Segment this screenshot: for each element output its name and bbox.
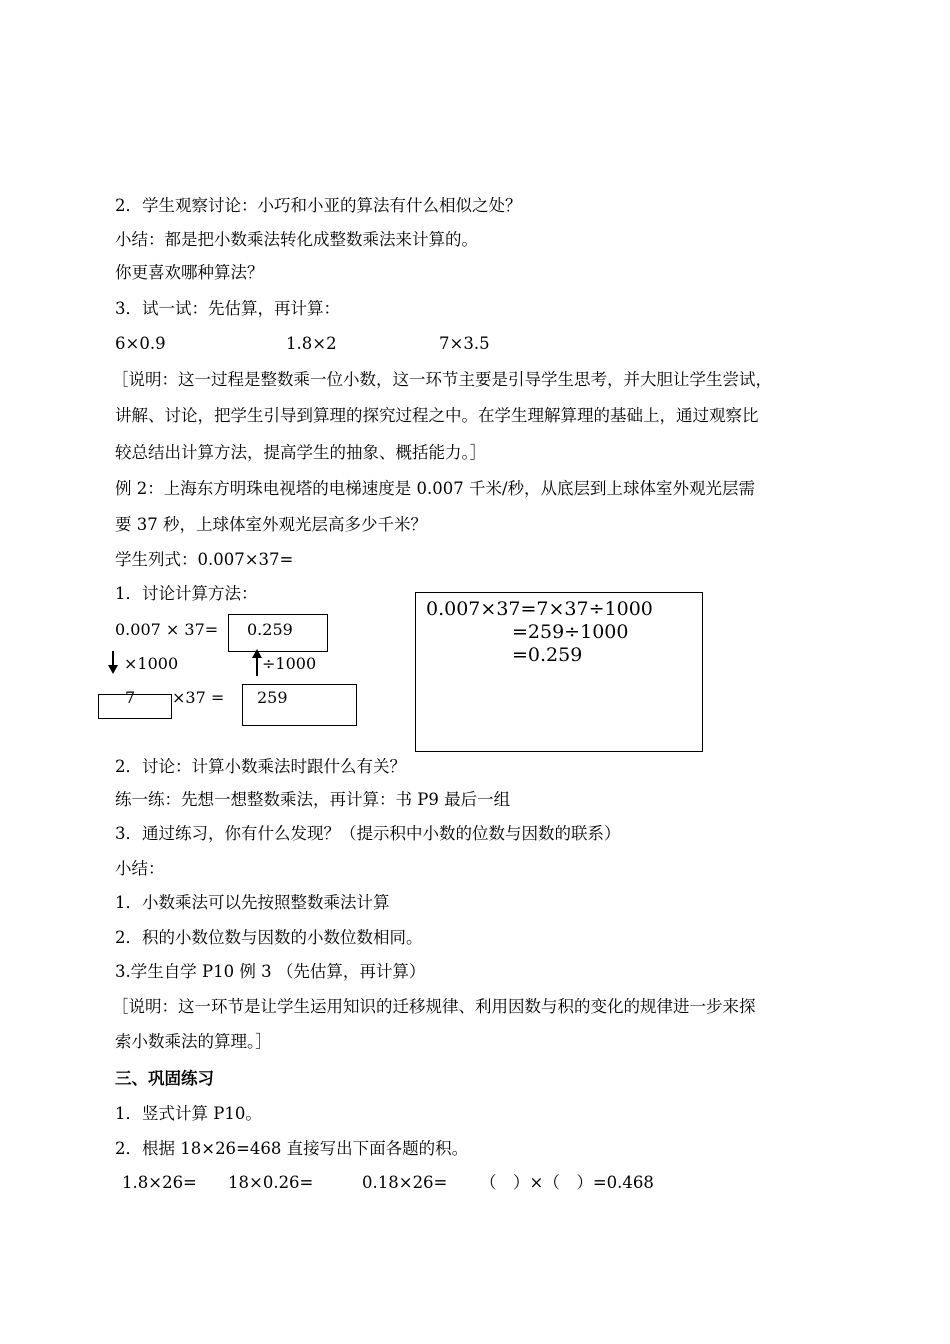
exercise-item: （ ）×（ ）=0.468 [480,1173,654,1192]
note-line: 较总结出计算方法，提高学生的抽象、概括能力。］ [115,443,487,462]
integer-factor: 7 [125,688,136,707]
text-line: 1．讨论计算方法： [115,584,258,603]
example-line: 例 2：上海东方明珠电视塔的电梯速度是 0.007 千米/秒，从底层到上球体室外观光层需 [115,479,756,498]
multiply-1000-label: ×1000 [124,654,179,673]
section-heading: 三、巩固练习 [115,1069,214,1088]
text-line: 你更喜欢哪种算法？ [115,263,264,282]
text-line: 1．竖式计算 P10。 [115,1104,262,1123]
note-line: ［说明：这一环节是让学生运用知识的迁移规律、利用因数与积的变化的规律进一步来探 [112,997,756,1016]
expression-3: 7×3.5 [439,334,490,353]
expression-2: 1.8×2 [286,334,337,353]
calculation-line: 0.007×37=7×37÷1000 [426,598,653,620]
expression-1: 6×0.9 [115,334,166,353]
text-line: 学生列式：0.007×37= [115,550,294,569]
example-line: 要 37 秒，上球体室外观光层高多少千米？ [115,515,427,534]
exercise-item: 0.18×26= [362,1173,448,1192]
text-line: 2．根据 18×26=468 直接写出下面各题的积。 [115,1139,469,1158]
result-integer: 259 [257,688,288,707]
text-line: 2．学生观察讨论：小巧和小亚的算法有什么相似之处？ [115,196,522,215]
text-line: 练一练：先想一想整数乘法，再计算：书 P9 最后一组 [115,790,511,809]
text-line: 3.学生自学 P10 例 3 （先估算，再计算） [115,962,426,981]
decimal-expression: 0.007 × 37= [115,620,219,639]
times-37-label: ×37 = [172,688,225,707]
down-arrow-icon [106,651,120,675]
result-decimal: 0.259 [247,620,293,639]
divide-1000-label: ÷1000 [262,654,317,673]
note-line: ［说明：这一过程是整数乘一位小数，这一环节主要是引导学生思考，并大胆让学生尝试， [112,370,772,389]
text-line: 小结： [115,859,165,878]
calculation-line: =259÷1000 [512,621,629,643]
note-line: 索小数乘法的算理。］ [115,1032,272,1051]
text-line: 3．通过练习，你有什么发现？（提示积中小数的位数与因数的联系） [115,824,621,843]
text-line: 2．讨论：计算小数乘法时跟什么有关？ [115,757,406,776]
note-line: 讲解、讨论，把学生引导到算理的探究过程之中。在学生理解算理的基础上，通过观察比 [115,406,759,425]
text-line: 3．试一试：先估算，再计算： [115,299,340,318]
exercise-item: 1.8×26= [122,1173,197,1192]
text-line: 2．积的小数位数与因数的小数位数相同。 [115,928,423,947]
text-line: 小结：都是把小数乘法转化成整数乘法来计算的。 [115,230,478,249]
text-line: 1．小数乘法可以先按照整数乘法计算 [115,893,390,912]
exercise-item: 18×0.26= [228,1173,314,1192]
calculation-line: =0.259 [512,644,583,666]
